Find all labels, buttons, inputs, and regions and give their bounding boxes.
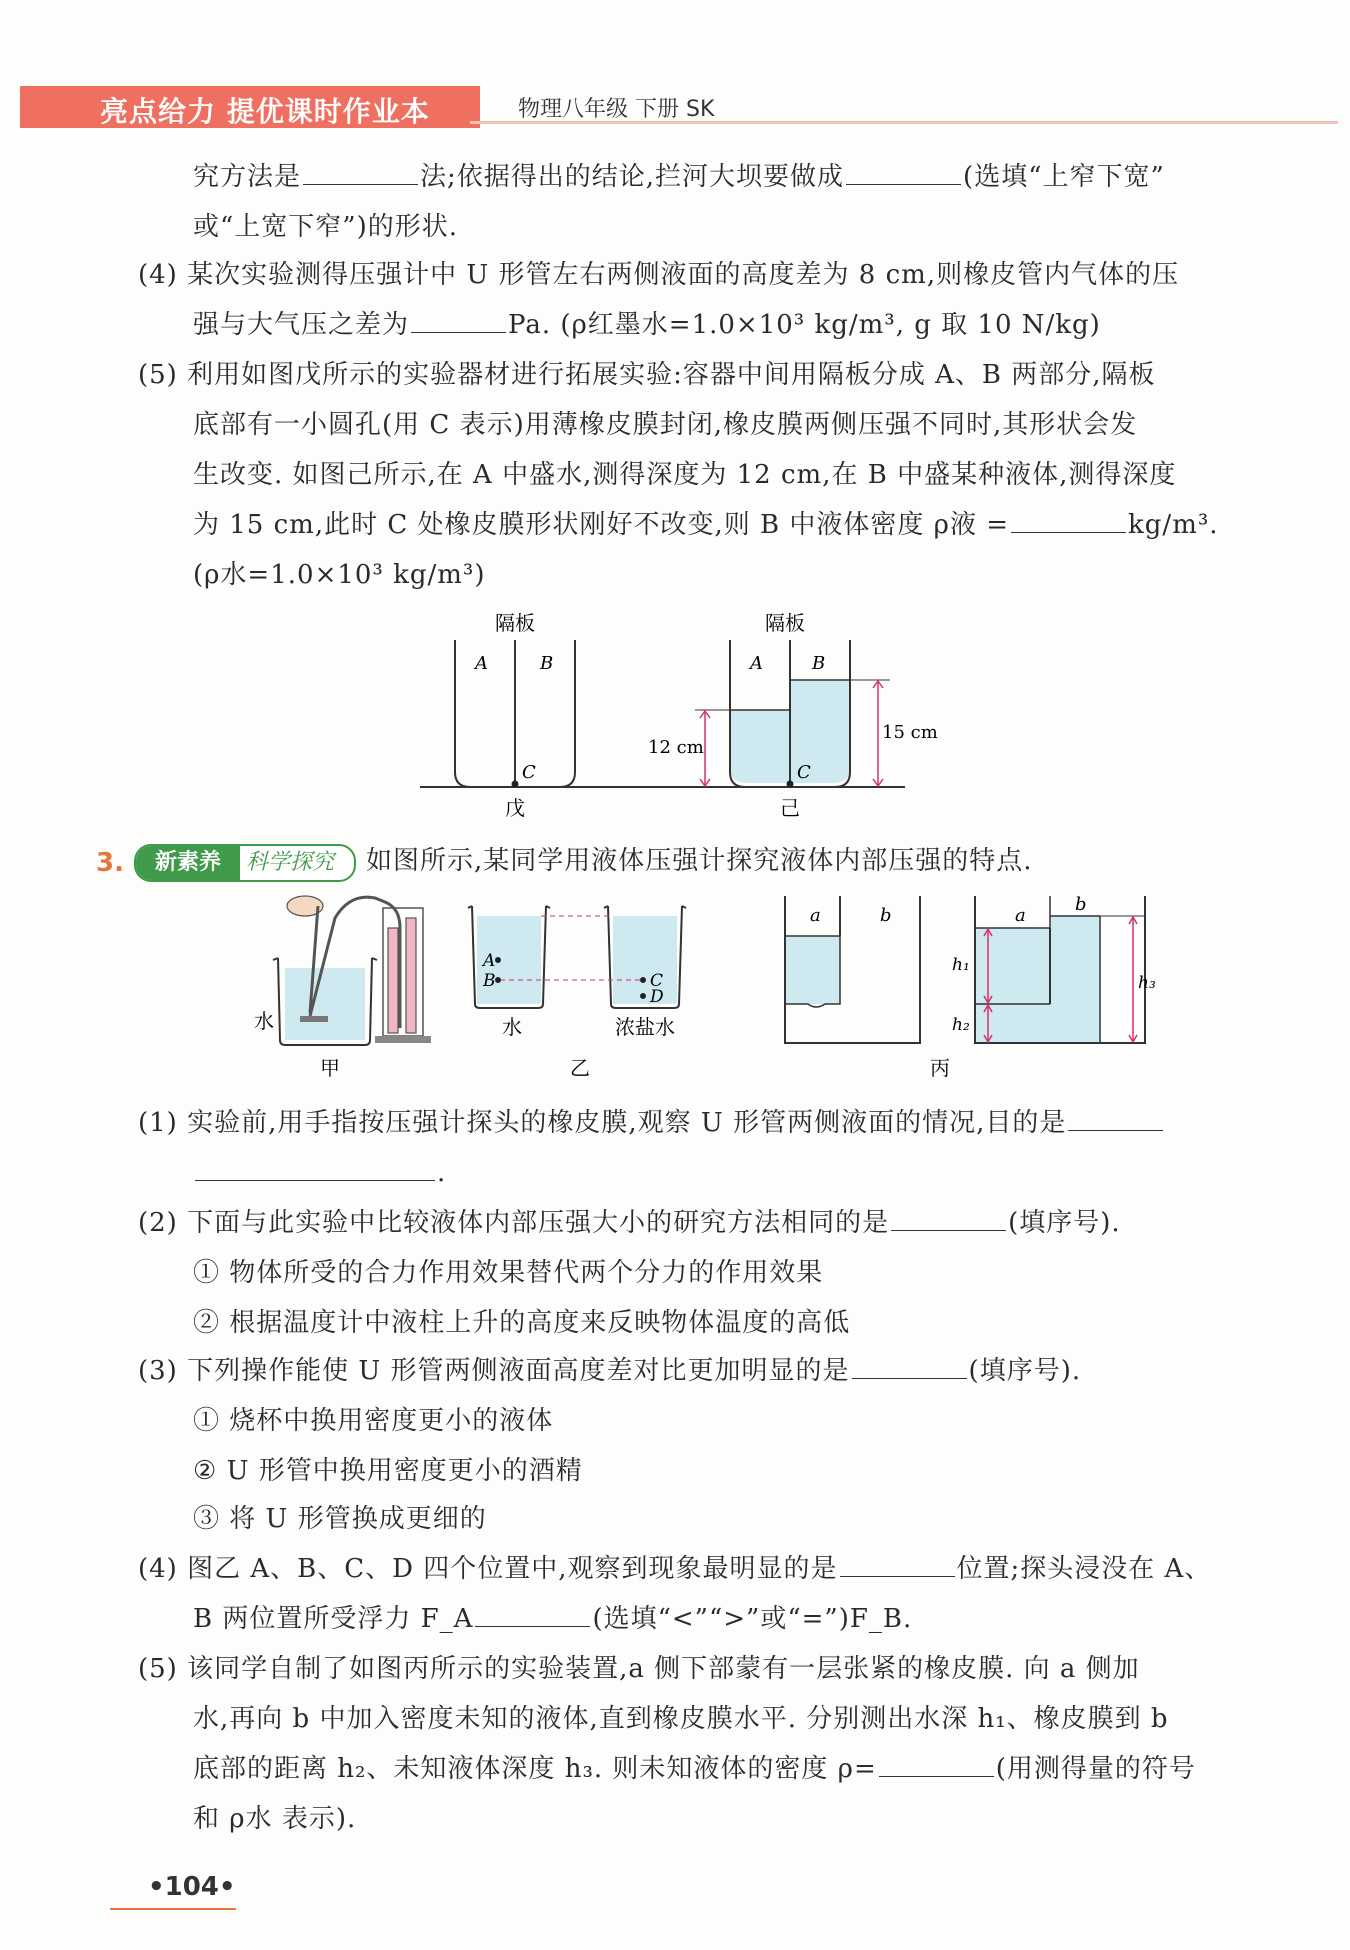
option-item: ② U 形管中换用密度更小的酒精 xyxy=(193,1456,583,1486)
page-number: •104• xyxy=(148,1872,236,1902)
answer-blank[interactable] xyxy=(475,1604,590,1627)
text-line: 底部的距离 h₂、未知液体深度 h₃. 则未知液体的密度 ρ= (用测得量的符号 xyxy=(193,1754,1196,1784)
option-item: ③ 将 U 形管换成更细的 xyxy=(193,1504,487,1534)
option-item: ② 根据温度计中液柱上升的高度来反映物体温度的高低 xyxy=(193,1308,851,1338)
figure-caption: 乙 xyxy=(570,1056,590,1080)
figure-caption: 己 xyxy=(780,796,800,820)
subquestion-2: (2) 下面与此实验中比较液体内部压强大小的研究方法相同的是 (填序号). xyxy=(138,1208,1121,1238)
answer-blank[interactable] xyxy=(846,162,961,185)
tag-secondary: 科学探究 xyxy=(246,850,335,875)
question-5: (5) 利用如图戊所示的实验器材进行拓展实验:容器中间用隔板分成 A、B 两部分,隔板 xyxy=(138,360,1156,390)
label-b-side: b xyxy=(880,905,892,926)
text-line: 水,再向 b 中加入密度未知的液体,直到橡皮膜水平. 分别测出水深 h₁、橡皮膜到 b xyxy=(193,1704,1169,1734)
depth-label: 15 cm xyxy=(882,722,938,743)
text-line: (ρ水=1.0×10³ kg/m³) xyxy=(193,560,486,590)
partition-label: 隔板 xyxy=(765,611,805,635)
subquestion-4: (4) 图乙 A、B、C、D 四个位置中,观察到现象最明显的是 位置;探头浸没在 A、 xyxy=(138,1554,1212,1584)
label-brine: 浓盐水 xyxy=(615,1015,675,1039)
option-item: ① 烧杯中换用密度更小的液体 xyxy=(193,1406,554,1436)
series-title: 亮点给力 提优课时作业本 xyxy=(100,95,430,128)
subquestion-5: (5) 该同学自制了如图丙所示的实验装置,a 侧下部蒙有一层张紧的橡皮膜. 向 a 侧加 xyxy=(138,1654,1140,1684)
subquestion-1: (1) 实验前,用手指按压强计探头的橡皮膜,观察 U 形管两侧液面的情况,目的是 xyxy=(138,1106,1165,1140)
tag-primary: 新素养 xyxy=(136,846,240,880)
label-h2: h₂ xyxy=(952,1015,970,1035)
label-water: 水 xyxy=(254,1009,274,1033)
label-a: A xyxy=(750,653,763,674)
answer-blank[interactable] xyxy=(879,1754,994,1777)
figure-wu-ji xyxy=(400,600,938,830)
label-h3: h₃ xyxy=(1138,973,1156,993)
answer-blank[interactable] xyxy=(411,310,506,333)
partition-label: 隔板 xyxy=(495,611,535,635)
label-b: B xyxy=(483,971,496,991)
text-line: . xyxy=(193,1156,446,1190)
label-c: C xyxy=(650,971,664,991)
page-number-rule xyxy=(110,1908,236,1910)
question-4: (4) 某次实验测得压强计中 U 形管左右两侧液面的高度差为 8 cm,则橡皮管内气体的压 xyxy=(138,260,1180,290)
label-water: 水 xyxy=(502,1015,522,1039)
text-line: 和 ρ水 表示). xyxy=(193,1804,357,1834)
label-c: C xyxy=(522,762,536,783)
option-item: ① 物体所受的合力作用效果替代两个分力的作用效果 xyxy=(193,1258,824,1288)
subject-title: 物理八年级 下册 SK xyxy=(518,97,715,122)
answer-blank[interactable] xyxy=(852,1356,967,1379)
text-line: 为 15 cm,此时 C 处橡皮膜形状刚好不改变,则 B 中液体密度 ρ液 = kg/m³. xyxy=(193,510,1219,540)
answer-blank[interactable] xyxy=(1068,1108,1163,1131)
label-d: D xyxy=(650,987,664,1007)
label-a-side: a xyxy=(1015,905,1026,926)
answer-blank[interactable] xyxy=(303,162,418,185)
tag-badge xyxy=(134,844,356,882)
question-number: 3. xyxy=(96,848,124,878)
figure-jia-yi-bing xyxy=(240,888,1160,1098)
text-line: 究方法是 法;依据得出的结论,拦河大坝要做成 (选填“上窄下宽” xyxy=(193,162,1165,192)
question-3-stem: 如图所示,某同学用液体压强计探究液体内部压强的特点. xyxy=(366,846,1033,876)
label-a: A xyxy=(475,653,488,674)
answer-blank[interactable] xyxy=(840,1554,955,1577)
text-line: B 两位置所受浮力 F_A (选填“<”“>”或“=”)F_B. xyxy=(193,1604,913,1634)
label-b-side: b xyxy=(1075,894,1087,915)
label-h1: h₁ xyxy=(952,955,970,975)
label-a-side: a xyxy=(810,905,821,926)
text-line: 或“上宽下窄”)的形状. xyxy=(193,212,458,242)
label-b: B xyxy=(540,653,554,674)
text-line: 底部有一小圆孔(用 C 表示)用薄橡皮膜封闭,橡皮膜两侧压强不同时,其形状会发 xyxy=(193,410,1138,440)
text-line: 生改变. 如图己所示,在 A 中盛水,测得深度为 12 cm,在 B 中盛某种液体,测得深度 xyxy=(193,460,1177,490)
figure-caption: 戊 xyxy=(505,796,525,820)
depth-label: 12 cm xyxy=(648,737,704,758)
figure-caption: 甲 xyxy=(320,1056,340,1080)
figure-caption: 丙 xyxy=(930,1056,950,1080)
label-b: B xyxy=(812,653,826,674)
answer-blank[interactable] xyxy=(1011,510,1126,533)
subquestion-3: (3) 下列操作能使 U 形管两侧液面高度差对比更加明显的是 (填序号). xyxy=(138,1356,1082,1386)
answer-blank[interactable] xyxy=(891,1208,1006,1231)
label-a: A xyxy=(483,951,496,971)
answer-blank[interactable] xyxy=(195,1158,435,1181)
text-line: 强与大气压之差为 Pa. (ρ红墨水=1.0×10³ kg/m³, g 取 10 N/kg) xyxy=(193,310,1101,340)
label-c: C xyxy=(797,762,811,783)
